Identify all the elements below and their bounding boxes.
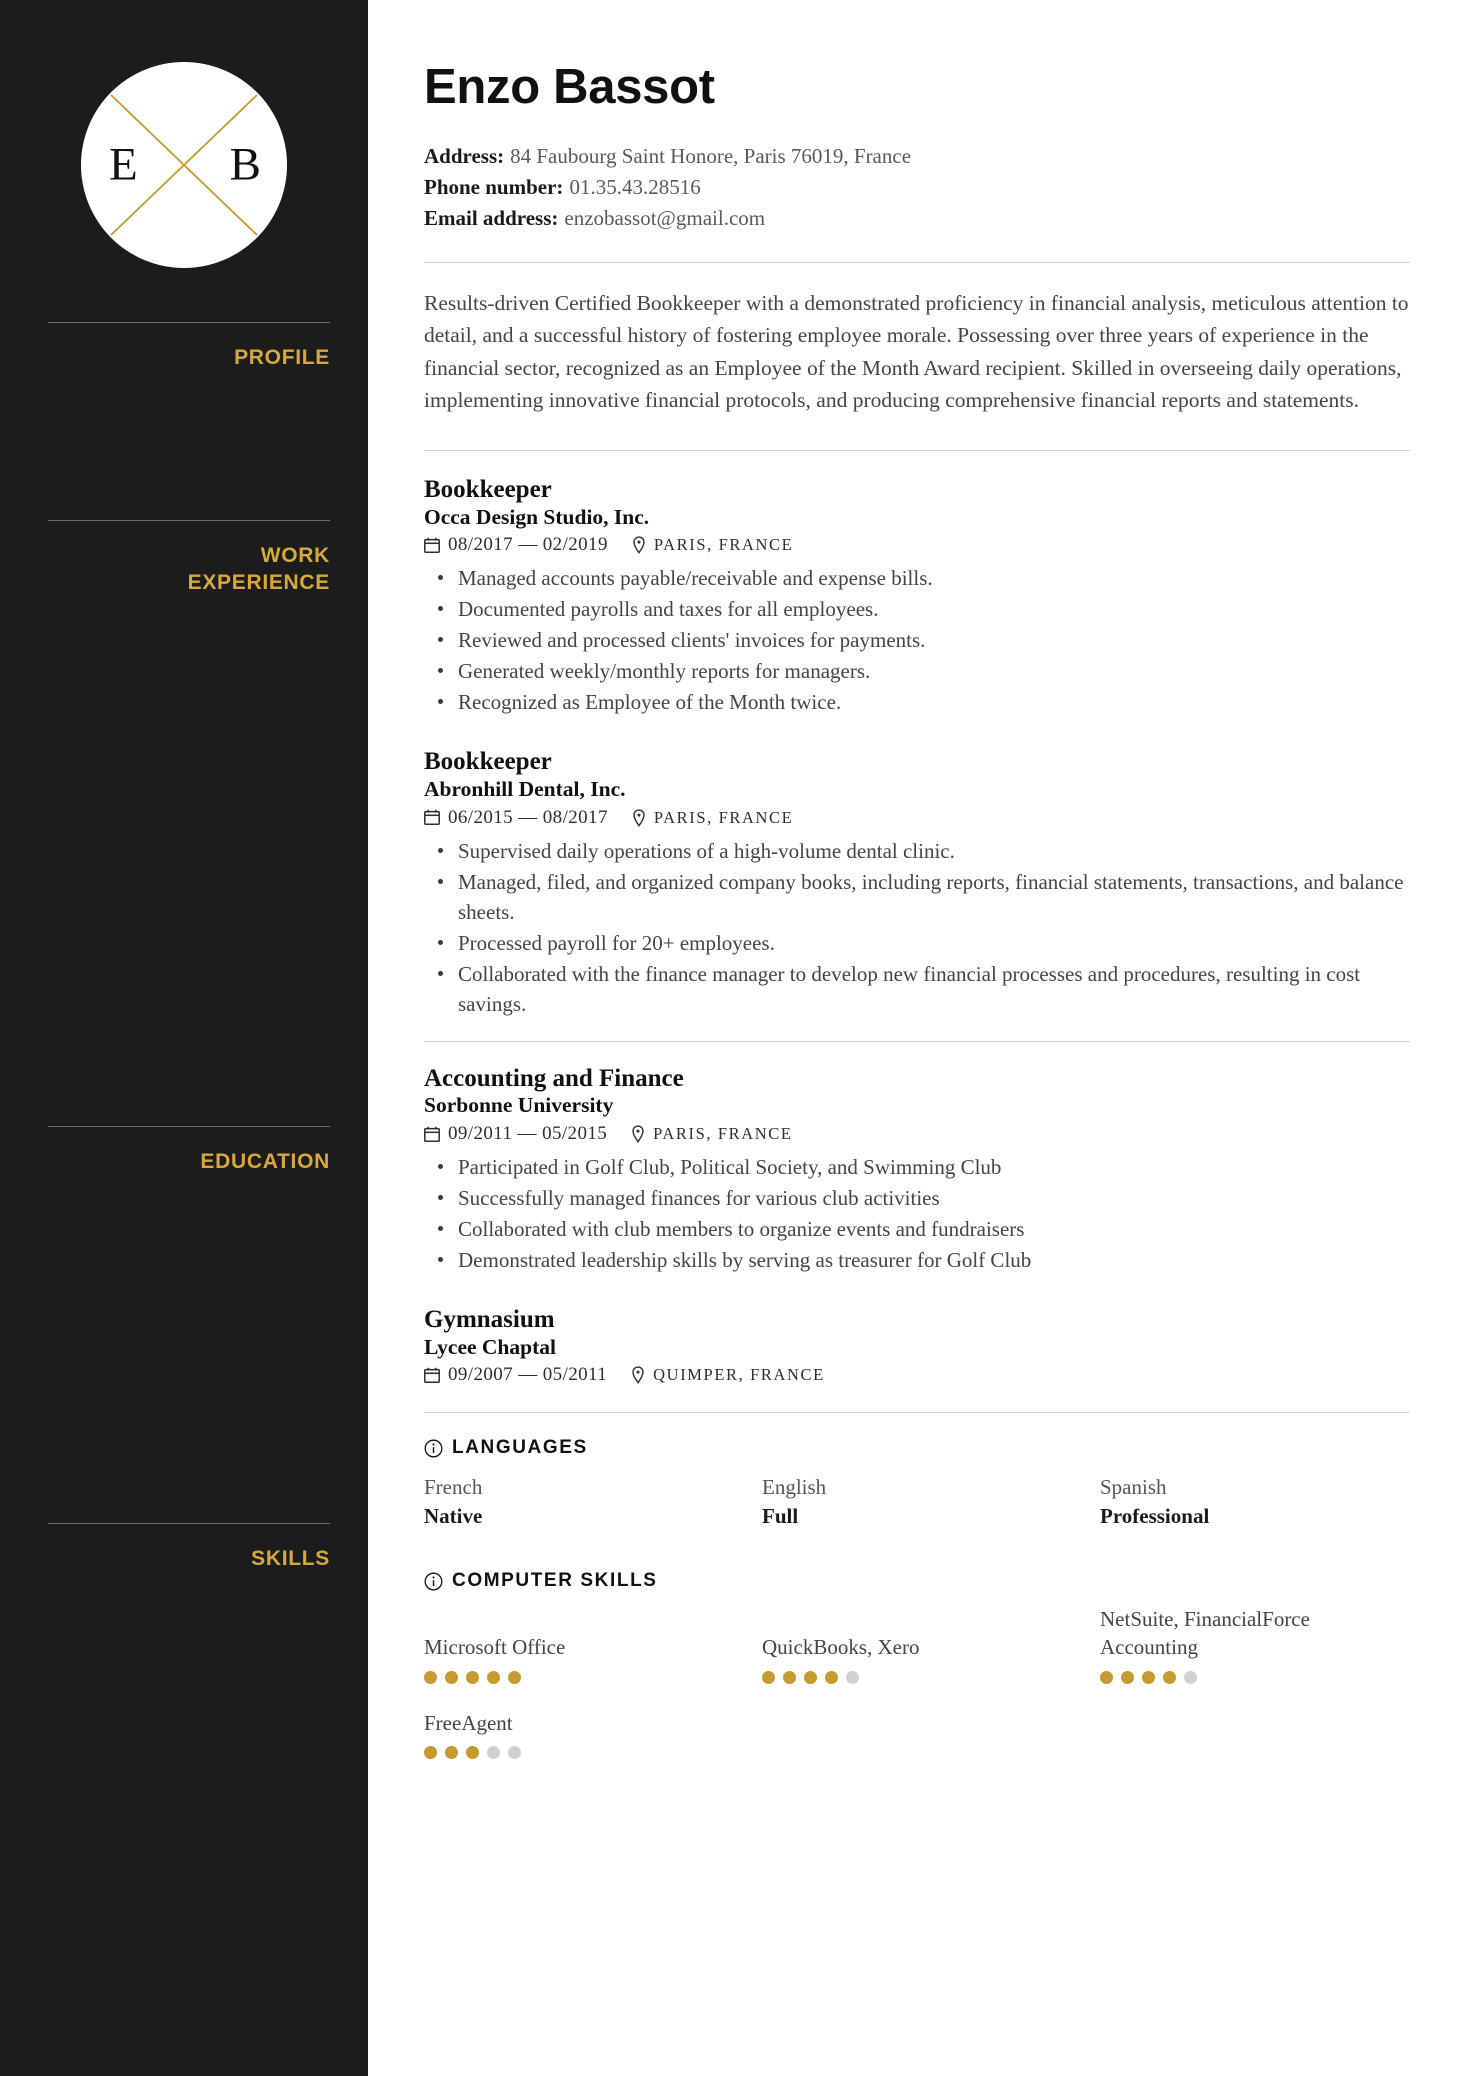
list-item: Collaborated with the finance manager to develop new financial processes and procedures, resulting in cost savings. xyxy=(424,959,1410,1019)
education-entry-title: Gymnasium xyxy=(424,1306,555,1334)
languages-heading xyxy=(424,1437,1410,1459)
section-divider-work xyxy=(424,450,1410,451)
location-pin-icon xyxy=(632,536,646,554)
computer-skill-rating xyxy=(1100,1671,1410,1684)
language-item xyxy=(424,1473,734,1530)
computer-skill-name: Microsoft Office xyxy=(424,1634,566,1659)
section-divider-skills xyxy=(424,1412,1410,1413)
computer-skill-rating xyxy=(762,1671,1072,1684)
list-item: Supervised daily operations of a high-volume dental clinic. xyxy=(424,836,1410,866)
computer-skill-item xyxy=(1100,1606,1410,1683)
info-icon xyxy=(424,1439,443,1458)
rating-dot-filled xyxy=(424,1746,437,1759)
language-item xyxy=(1100,1473,1410,1530)
location-pin-icon xyxy=(631,1125,645,1143)
sidebar-label-education: EDUCATION xyxy=(200,1149,330,1173)
computer-skills-grid-row2 xyxy=(424,1710,1410,1760)
work-entry-organization: Abronhill Dental, Inc. xyxy=(424,776,626,801)
sidebar-label-skills: SKILLS xyxy=(251,1546,330,1570)
rating-dot-filled xyxy=(1142,1671,1155,1684)
languages-grid xyxy=(424,1473,1410,1530)
rating-dot-empty xyxy=(487,1746,500,1759)
work-experience-section xyxy=(424,475,1410,1019)
rating-dot-filled xyxy=(783,1671,796,1684)
sidebar-section-education xyxy=(0,1126,368,1176)
work-entry-location: PARIS, FRANCE xyxy=(653,535,794,555)
sidebar xyxy=(0,0,368,2076)
computer-skill-name: FreeAgent xyxy=(424,1710,513,1735)
computer-skill-rating xyxy=(424,1671,734,1684)
rating-dot-filled xyxy=(1121,1671,1134,1684)
sidebar-label-profile: PROFILE xyxy=(234,346,330,369)
computer-skills-heading-label: COMPUTER SKILLS xyxy=(452,1570,658,1592)
skills-section xyxy=(424,1437,1410,1759)
work-entry-organization: Occa Design Studio, Inc. xyxy=(424,504,650,529)
contact-label-email: Email address: xyxy=(424,206,559,231)
list-item: Collaborated with club members to organize events and fundraisers xyxy=(424,1214,1410,1244)
rating-dot-filled xyxy=(445,1671,458,1684)
language-name: English xyxy=(762,1475,827,1500)
work-entry-meta xyxy=(424,534,1410,556)
work-entry-date: 08/2017 — 02/2019 xyxy=(448,534,608,556)
education-entry-date: 09/2007 — 05/2011 xyxy=(448,1364,608,1386)
list-item: Managed, filed, and organized company books, including reports, financial statements, transactions, and balance sheets. xyxy=(424,867,1410,927)
rating-dot-filled xyxy=(445,1746,458,1759)
language-name: French xyxy=(424,1475,483,1500)
monogram-container xyxy=(0,0,368,268)
sidebar-section-profile xyxy=(0,322,368,372)
list-item: Managed accounts payable/receivable and expense bills. xyxy=(424,563,1410,593)
monogram-initial-left: E xyxy=(109,138,138,191)
list-item: Successfully managed finances for various club activities xyxy=(424,1183,1410,1213)
sidebar-section-skills xyxy=(0,1523,368,1573)
list-item: Reviewed and processed clients' invoices for payments. xyxy=(424,625,1410,655)
contact-block xyxy=(424,141,1410,234)
languages-heading-label: LANGUAGES xyxy=(452,1437,588,1459)
rating-dot-empty xyxy=(1184,1671,1197,1684)
sidebar-divider xyxy=(48,322,330,323)
rating-dot-filled xyxy=(1100,1671,1113,1684)
computer-skill-item xyxy=(424,1634,734,1684)
sidebar-section-labels xyxy=(0,322,368,1572)
contact-row-address xyxy=(424,141,1410,172)
sidebar-section-work-experience xyxy=(0,520,368,597)
work-entry xyxy=(424,475,1410,717)
monogram-logo xyxy=(81,62,287,268)
list-item: Documented payrolls and taxes for all employees. xyxy=(424,594,1410,624)
list-item: Demonstrated leadership skills by serving as treasurer for Golf Club xyxy=(424,1245,1410,1275)
language-level: Native xyxy=(424,1503,483,1528)
language-level: Professional xyxy=(1100,1503,1210,1528)
education-entry-location: QUIMPER, FRANCE xyxy=(653,1365,825,1385)
work-entry-title: Bookkeeper xyxy=(424,476,552,504)
contact-value-phone: 01.35.43.28516 xyxy=(569,175,701,200)
calendar-icon xyxy=(424,537,440,554)
location-pin-icon xyxy=(632,809,646,827)
rating-dot-filled xyxy=(825,1671,838,1684)
contact-row-email xyxy=(424,203,1410,234)
contact-label-phone: Phone number: xyxy=(424,175,564,200)
computer-skill-item xyxy=(424,1710,734,1760)
calendar-icon xyxy=(424,1126,440,1143)
profile-summary-text: Results-driven Certified Bookkeeper with a demonstrated proficiency in financial analysis, meticulous attention to detail, and a successful history of fostering employee morale. Possessing over three years of experience in the financial sector, recognized as an Employee of the Month Award recipient. Skilled in overseeing daily operations, implementing innovative financial protocols, and producing comprehensive financial reports and statements. xyxy=(424,291,1409,412)
work-entry-location: PARIS, FRANCE xyxy=(653,807,794,827)
work-entry-title: Bookkeeper xyxy=(424,748,552,776)
rating-dot-filled xyxy=(762,1671,775,1684)
rating-dot-filled xyxy=(1163,1671,1176,1684)
computer-skill-item xyxy=(762,1634,1072,1684)
contact-value-email: enzobassot@gmail.com xyxy=(564,206,766,231)
education-entry-title: Accounting and Finance xyxy=(424,1064,684,1092)
education-entry-location: PARIS, FRANCE xyxy=(653,1124,793,1144)
education-entry-organization: Lycee Chaptal xyxy=(424,1334,556,1359)
language-level: Full xyxy=(762,1503,799,1528)
education-section xyxy=(424,1064,1410,1387)
work-entry-bullets xyxy=(424,836,1410,1019)
education-entry-organization: Sorbonne University xyxy=(424,1093,614,1118)
list-item: Processed payroll for 20+ employees. xyxy=(424,928,1410,958)
rating-dot-filled xyxy=(466,1746,479,1759)
section-divider-profile xyxy=(424,262,1410,263)
rating-dot-empty xyxy=(508,1746,521,1759)
sidebar-label-work-experience-line1: WORK xyxy=(260,543,330,567)
rating-dot-filled xyxy=(508,1671,521,1684)
monogram-initial-right: B xyxy=(229,138,261,191)
contact-value-address: 84 Faubourg Saint Honore, Paris 76019, France xyxy=(510,144,912,169)
computer-skill-name: NetSuite, FinancialForce Accounting xyxy=(1100,1607,1310,1659)
education-entry-date: 09/2011 — 05/2015 xyxy=(448,1123,608,1145)
work-entry xyxy=(424,747,1410,1018)
calendar-icon xyxy=(424,1367,440,1384)
computer-skills-grid-row1 xyxy=(424,1606,1410,1683)
list-item: Generated weekly/monthly reports for managers. xyxy=(424,656,1410,686)
education-entry xyxy=(424,1064,1410,1275)
info-icon xyxy=(424,1572,443,1591)
rating-dot-filled xyxy=(804,1671,817,1684)
section-divider-education xyxy=(424,1041,1410,1042)
education-entry xyxy=(424,1305,1410,1386)
sidebar-divider xyxy=(48,520,330,521)
sidebar-label-work-experience-line2: EXPERIENCE xyxy=(187,570,330,594)
sidebar-divider xyxy=(48,1126,330,1127)
location-pin-icon xyxy=(631,1366,645,1384)
work-entry-meta xyxy=(424,807,1410,829)
work-entry-date: 06/2015 — 08/2017 xyxy=(448,806,608,828)
computer-skills-heading xyxy=(424,1570,1410,1592)
sidebar-divider xyxy=(48,1523,330,1524)
list-item: Participated in Golf Club, Political Society, and Swimming Club xyxy=(424,1152,1410,1182)
rating-dot-filled xyxy=(466,1671,479,1684)
language-name: Spanish xyxy=(1100,1475,1167,1500)
rating-dot-filled xyxy=(424,1671,437,1684)
language-item xyxy=(762,1473,1072,1530)
education-entry-bullets xyxy=(424,1152,1410,1275)
rating-dot-filled xyxy=(487,1671,500,1684)
skills-spacer xyxy=(424,1530,1410,1570)
calendar-icon xyxy=(424,809,440,826)
education-entry-meta xyxy=(424,1364,1410,1386)
education-entry-meta xyxy=(424,1123,1410,1145)
contact-label-address: Address: xyxy=(424,144,505,169)
list-item: Recognized as Employee of the Month twice. xyxy=(424,687,1410,717)
contact-row-phone xyxy=(424,172,1410,203)
work-entry-bullets xyxy=(424,563,1410,717)
resume-main-content xyxy=(368,0,1468,2076)
computer-skill-rating xyxy=(424,1746,734,1759)
page-title: Enzo Bassot xyxy=(424,60,715,114)
rating-dot-empty xyxy=(846,1671,859,1684)
computer-skill-name: QuickBooks, Xero xyxy=(762,1634,920,1659)
